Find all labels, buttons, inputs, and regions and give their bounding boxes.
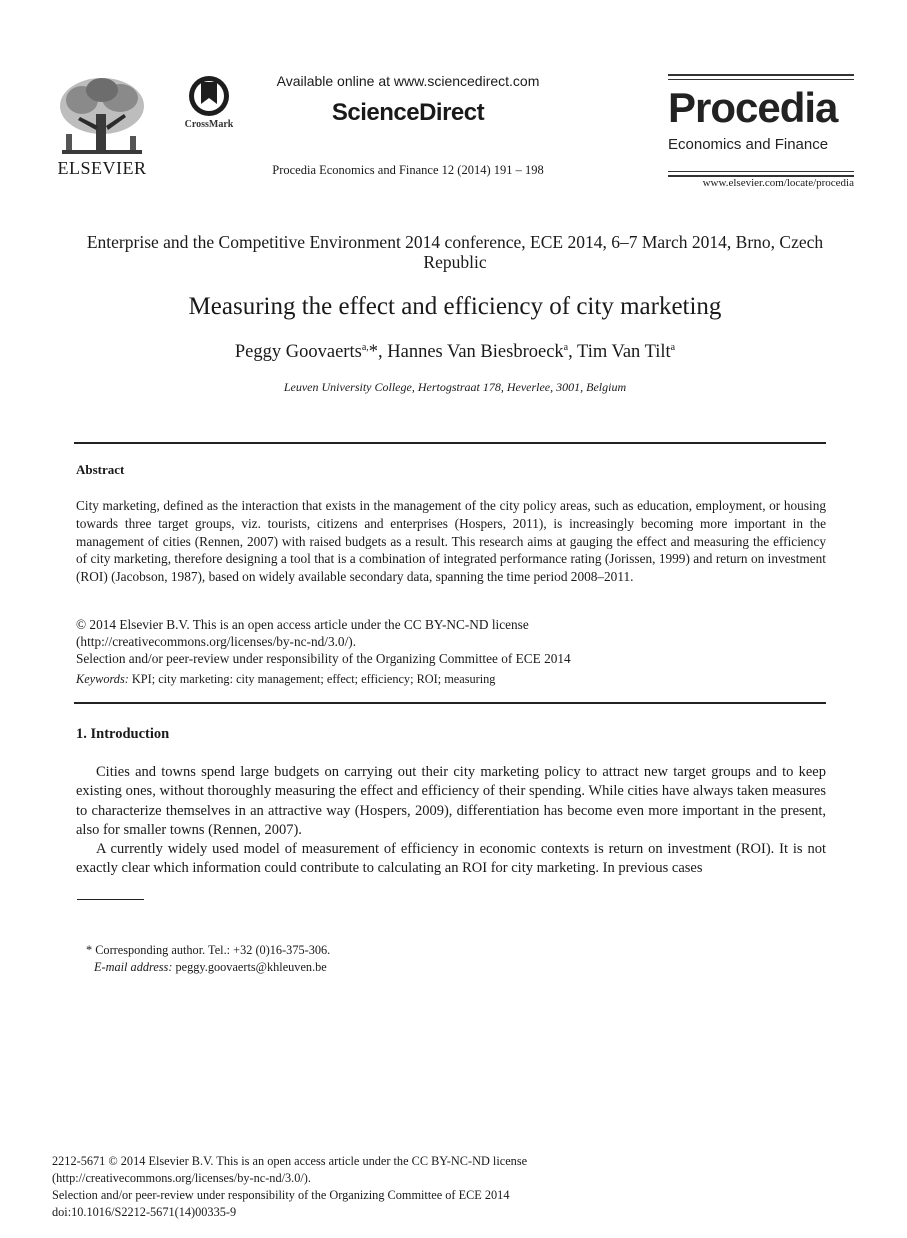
footnote-rule [77,899,144,900]
paragraph: A currently widely used model of measurement of efficiency in economic contexts is return on investment (ROI). It is not exactly clear which information could contribute to calculating an ROI for city marketing. In previous cases [76,841,826,877]
footnote [86,942,786,976]
issn-copyright: 2212-5671 © 2014 Elsevier B.V. This is an open access article under the CC BY-NC-ND license [52,1154,528,1168]
available-online-text: Available online at www.sciencedirect.com [276,73,540,89]
author-separator: , [378,342,388,363]
doi[interactable]: doi:10.1016/S2212-5671(14)00335-9 [52,1205,237,1219]
author-name: Peggy Goovaerts [234,342,362,363]
email-address[interactable]: peggy.goovaerts@khleuven.be [175,960,327,974]
abstract-license [76,616,826,668]
keywords-label: Keywords: [76,672,129,686]
divider [74,442,826,444]
abstract-heading: Abstract [76,462,125,477]
procedia-title: Procedia [668,84,838,131]
author-separator: , [568,342,578,363]
keywords-list: KPI; city marketing: city management; effect; efficiency; ROI; measuring [131,672,496,686]
crossmark-label: CrossMark [184,119,234,130]
author-affiliation: Leuven University College, Hertogstraat 178, Heverlee, 3001, Belgium [283,380,627,394]
abstract-body: City marketing, defined as the interaction that exists in the management of the city policy areas, such as education, employment, or housing towards three target groups, viz. tourists, citizens and enterprises (Hospers, 2011), is increasingly becoming more important in the management of cities (Rennen, 2007) with raised budgets as a result. This research aims at gauging the effect and measuring the efficiency of city marketing, therefore designing a tool that is a combination of integrated performance rating (Jorissen, 1999) and return on investment (ROI) (Jacobson, 1987), based on widely available secondary data, spanning the time period 2008–2011. [76,498,826,585]
email-line [86,959,786,976]
corresponding-author-note: * Corresponding author. Tel.: +32 (0)16-375-306. [86,943,331,957]
introduction-body [76,763,826,879]
author-list [60,342,850,363]
author-name: Hannes Van Biesbroeck [387,342,564,363]
procedia-url-link[interactable]: www.elsevier.com/locate/procedia [702,177,854,189]
license-link[interactable]: (http://creativecommons.org/licenses/by-nc-nd/3.0/). [76,634,357,650]
corresponding-mark: * [368,342,379,363]
copyright-footer [52,1153,812,1221]
peer-review-statement: Selection and/or peer-review under responsibility of the Organizing Committee of ECE 2014 [76,651,571,667]
conference-name: Enterprise and the Competitive Environment 2014 conference, ECE 2014, 6–7 March 2014, Brno, Czech Republic [86,232,824,272]
affiliation-mark: a [670,342,676,353]
affiliation-mark: a [563,342,569,353]
affiliation-mark: a, [361,342,369,353]
article-title: Measuring the effect and efficiency of city marketing [188,293,722,320]
procedia-subtitle: Economics and Finance [668,136,829,153]
footer-license-link[interactable]: (http://creativecommons.org/licenses/by-nc-nd/3.0/). [52,1171,311,1185]
keywords-line [76,672,826,687]
journal-citation: Procedia Economics and Finance 12 (2014) 191 – 198 [272,163,544,177]
elsevier-wordmark: ELSEVIER [57,158,147,178]
email-label: E-mail address: [94,960,173,974]
paragraph: Cities and towns spend large budgets on carrying out their city marketing policy to attract new target groups and to keep existing ones, without thoroughly measuring the effect and efficiency of their spending. While cities have always taken measures to characterize themselves in an attractive way (Hospers, 2009), differentiation has become even more important in the present, also for smaller towns (Rennen, 2007). [76,764,826,838]
section-heading: 1. Introduction [76,726,170,742]
sciencedirect-logo[interactable]: ScienceDirect [331,99,485,126]
license-statement: © 2014 Elsevier B.V. This is an open access article under the CC BY-NC-ND license [76,617,529,632]
divider [74,702,826,704]
author-name: Tim Van Tilt [577,342,671,363]
footer-peer-review: Selection and/or peer-review under responsibility of the Organizing Committee of ECE 2014 [52,1188,510,1202]
